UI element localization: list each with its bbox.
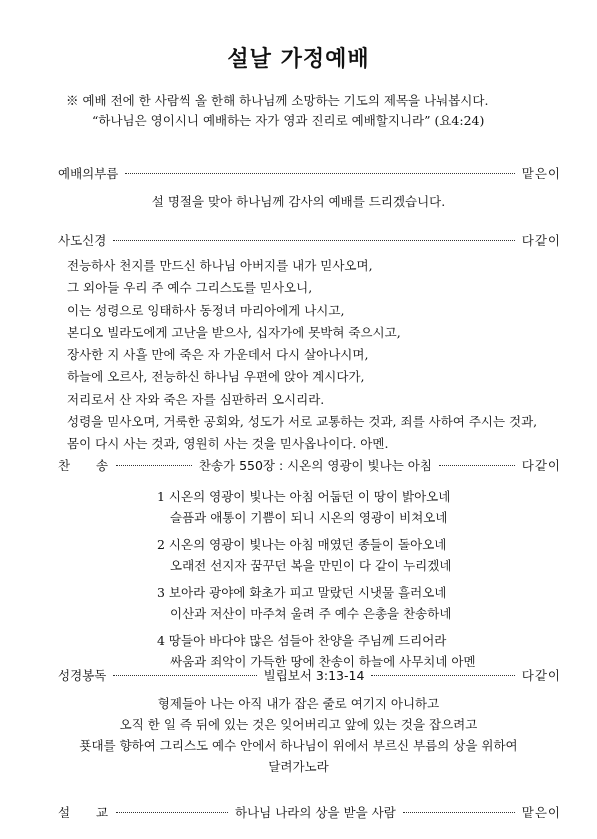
page-title: 설날 가정예배 bbox=[227, 47, 370, 72]
call-to-worship-text: 설 명절을 맞아 하나님께 감사의 예배를 드리겠습니다. bbox=[151, 194, 446, 209]
creed-line: 장사한 지 사흘 만에 죽은 자 가운데서 다시 살아나시며, bbox=[67, 347, 369, 363]
intro-note: ※ 예배 전에 한 사람씩 올 한해 하나님께 소망하는 기도의 제목을 나눠봅시다. bbox=[66, 93, 489, 108]
creed-line: 저리로서 산 자와 죽은 자를 심판하러 오시리라. bbox=[67, 391, 325, 407]
scripture-text bbox=[0, 693, 597, 777]
scripture-line: 형제들아 나는 아직 내가 잡은 줄로 여기지 아니하고 bbox=[157, 696, 440, 711]
dotted-leader bbox=[439, 465, 515, 466]
scripture-line: 푯대를 향하여 그리스도 예수 안에서 하나님이 위에서 부르신 부름의 상을 위하여 bbox=[79, 738, 518, 753]
hymn-verse-line: 싸움과 죄악이 가득한 땅에 찬송이 하늘에 사무치네 아멘 bbox=[170, 653, 476, 669]
dotted-leader bbox=[371, 675, 514, 676]
scripture-reading-label: 성경봉독 bbox=[58, 668, 107, 683]
scripture-line: 달려가노라 bbox=[268, 759, 329, 774]
hymn-lyrics bbox=[157, 487, 476, 679]
intro-verse: “하나님은 영이시니 예배하는 자가 영과 진리로 예배할지니라” (요4:24) bbox=[92, 113, 485, 128]
call-to-worship-leader: 맡은이 bbox=[521, 166, 561, 181]
creed-line: 성령을 믿사오며, 거룩한 공회와, 성도가 서로 교통하는 것과, 죄를 사하여 주시는 것과, bbox=[67, 414, 538, 430]
creed-line: 그 외아들 우리 주 예수 그리스도를 믿사오니, bbox=[67, 280, 313, 296]
dotted-leader bbox=[116, 812, 228, 813]
hymn-leader: 다같이 bbox=[521, 458, 561, 473]
sermon-row bbox=[58, 803, 561, 821]
apostles-creed-label: 사도신경 bbox=[58, 233, 107, 248]
call-to-worship-label: 예배의부름 bbox=[58, 166, 119, 181]
dotted-leader bbox=[403, 812, 515, 813]
dotted-leader bbox=[113, 675, 256, 676]
apostles-creed-leader: 다같이 bbox=[521, 233, 561, 248]
sermon-leader: 맡은이 bbox=[521, 805, 561, 820]
hymn-row bbox=[58, 456, 561, 474]
apostles-creed-text bbox=[67, 255, 537, 456]
hymn-verse-line: 오래전 선지자 꿈꾸던 복을 만민이 다 같이 누리겠네 bbox=[170, 557, 452, 573]
creed-line: 전능하사 천지를 만드신 하나님 아버지를 내가 믿사오며, bbox=[67, 258, 373, 273]
creed-line: 본디오 빌라도에게 고난을 받으사, 십자가에 못박혀 죽으시고, bbox=[67, 324, 401, 340]
sermon-title: 하나님 나라의 상을 받을 사람 bbox=[235, 805, 396, 820]
hymn-verse-line: 2 시온의 영광이 빛나는 아침 매였던 종들이 돌아오네 bbox=[157, 537, 447, 552]
hymn-verse-line: 이산과 저산이 마주쳐 울려 주 예수 은총을 찬송하네 bbox=[170, 605, 452, 621]
scripture-reading-leader: 다같이 bbox=[521, 668, 561, 683]
creed-line: 하늘에 오르사, 전능하신 하나님 우편에 앉아 계시다가, bbox=[67, 369, 365, 385]
hymn-verse-line: 슬픔과 애통이 기쁨이 되니 시온의 영광이 비쳐오네 bbox=[170, 509, 448, 525]
scripture-reference: 빌립보서 3:13-14 bbox=[263, 668, 365, 683]
creed-line: 이는 성령으로 잉태하사 동정녀 마리아에게 나시고, bbox=[67, 302, 345, 318]
hymn-title: 찬송가 550장 : 시온의 영광이 빛나는 아침 bbox=[198, 458, 432, 473]
scripture-reading-row bbox=[58, 666, 561, 684]
dotted-leader bbox=[116, 465, 192, 466]
hymn-verse-line: 4 땅들아 바다야 많은 섬들아 찬양을 주님께 드리어라 bbox=[157, 633, 447, 648]
dotted-leader bbox=[113, 240, 514, 241]
hymn-verse-line: 1 시온의 영광이 빛나는 아침 어둡던 이 땅이 밝아오네 bbox=[157, 489, 451, 504]
hymn-verse-line: 3 보아라 광야에 화초가 피고 말랐던 시냇물 흘러오네 bbox=[157, 585, 447, 600]
sermon-label: 설 교 bbox=[58, 805, 110, 820]
creed-line: 몸이 다시 사는 것과, 영원히 사는 것을 믿사옵나이다. 아멘. bbox=[67, 436, 389, 452]
call-to-worship-row bbox=[58, 164, 561, 182]
scripture-line: 오직 한 일 즉 뒤에 있는 것은 잊어버리고 앞에 있는 것을 잡으려고 bbox=[119, 717, 478, 732]
apostles-creed-row bbox=[58, 231, 561, 249]
hymn-label: 찬 송 bbox=[58, 458, 110, 473]
dotted-leader bbox=[125, 173, 514, 174]
